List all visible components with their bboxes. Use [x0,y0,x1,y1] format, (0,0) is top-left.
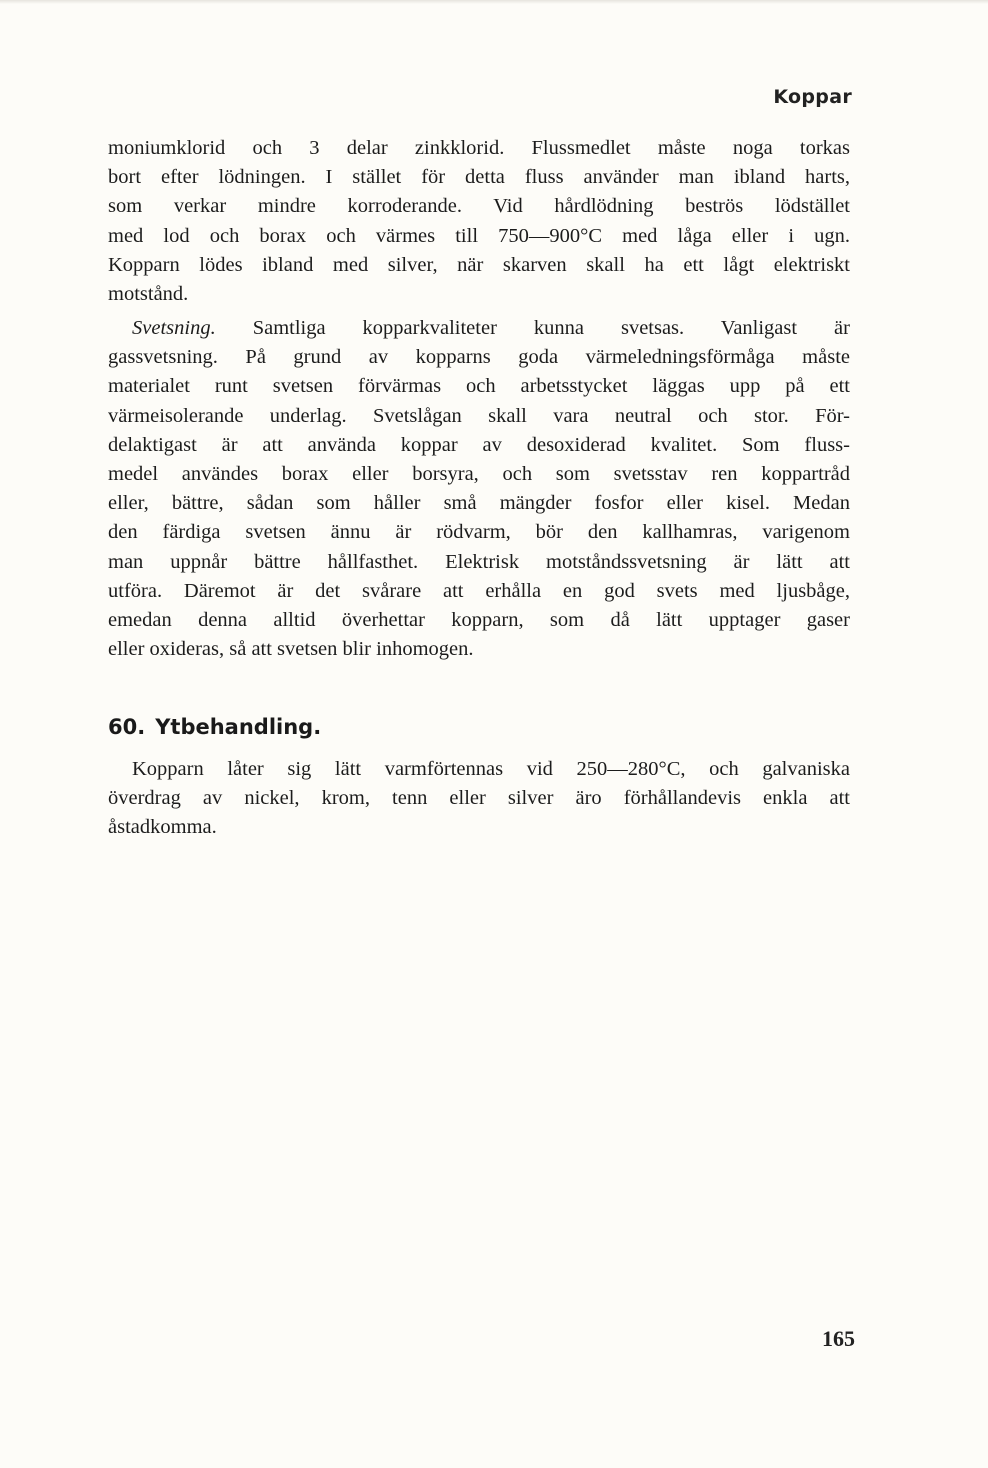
text-line: bort efter lödningen. I stället för detta fluss använder man ibland harts, [108,166,850,189]
text-line: med lod och borax och värmes till 750—900°C med låga eller i ugn. [108,224,850,247]
text-line: överdrag av nickel, krom, tenn eller silver äro förhållandevis enkla att [108,787,850,810]
text-line: delaktigast är att använda koppar av desoxiderad kvalitet. Som fluss- [108,433,850,456]
paragraph-surface-treatment [108,755,850,843]
text-line: värmeisolerande underlag. Svetslågan skall vara neutral och stor. För- [108,404,850,427]
text-line: gassvetsning. På grund av kopparns goda värmeledningsförmåga måste [108,346,850,369]
text-line: som verkar mindre korroderande. Vid hårdlödning beströs lödstället [108,195,850,218]
text-line: eller, bättre, sådan som håller små mängder fosfor eller kisel. Medan [108,492,850,515]
text-line: man uppnår bättre hållfasthet. Elektrisk motståndssvetsning är lätt att [108,550,850,573]
section-title: Ytbehandling. [155,715,322,739]
page-number: 165 [822,1326,855,1351]
section-number: 60. [108,715,146,739]
page-top-edge [0,0,988,4]
text-line [108,314,850,343]
text-line: moniumklorid och 3 delar zinkklorid. Flussmedlet måste noga torkas [108,137,850,159]
running-head: Koppar [773,86,852,108]
paragraph-welding [108,314,850,664]
section-heading [108,715,321,739]
text-line: emedan denna alltid överhettar kopparn, som då lätt upptager gaser [108,609,850,632]
text-line: Kopparn lödes ibland med silver, när skarven skall ha ett lågt elektriskt [108,253,850,276]
text-line: åstadkomma. [108,816,217,839]
paragraph-soldering [108,134,850,309]
text-run: Samtliga kopparkvaliteter kunna svetsas. Vanligast är [215,317,850,339]
text-line: medel användes borax eller borsyra, och som svetsstav ren koppartråd [108,463,850,486]
text-line: den färdiga svetsen ännu är rödvarm, bör den kallhamras, varigenom [108,521,850,544]
text-line: materialet runt svetsen förvärmas och arbetsstycket läggas upp på ett [108,375,850,398]
text-line: Kopparn låter sig lätt varmförtennas vid 250—280°C, och galvaniska [132,758,850,780]
text-line: motstånd. [108,283,189,306]
text-line: eller oxideras, så att svetsen blir inhomogen. [108,638,474,661]
run-in-heading: Svetsning. [132,317,216,339]
text-line: utföra. Däremot är det svårare att erhålla en god svets med ljusbåge, [108,579,850,602]
